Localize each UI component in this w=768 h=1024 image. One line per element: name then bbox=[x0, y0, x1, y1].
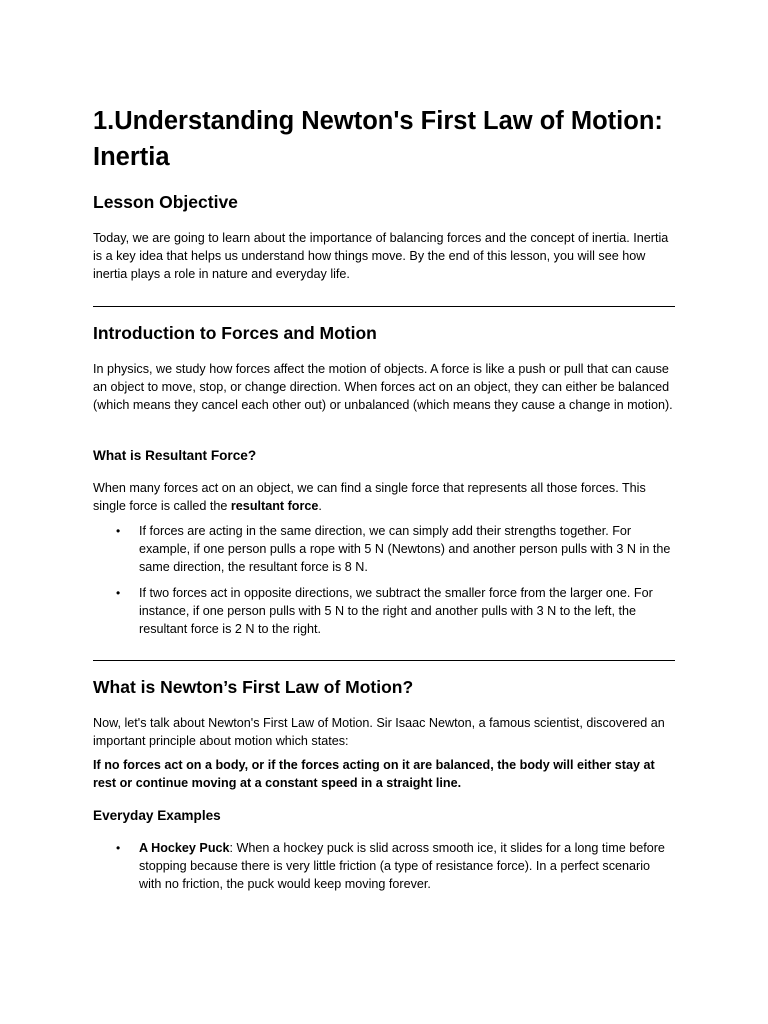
list-item-text: If two forces act in opposite directions, we subtract the smaller force from the larger one. For instance, if one person pulls with 5 N to the right and another pulls with 3 N to the left, the resultant force is 2 N to the right. bbox=[139, 586, 653, 636]
bullet-icon: • bbox=[116, 524, 121, 538]
resultant-paragraph bbox=[93, 480, 675, 516]
list-item bbox=[93, 840, 675, 893]
section-divider bbox=[93, 306, 675, 307]
resultant-period: . bbox=[318, 498, 322, 513]
examples-bullet-list bbox=[93, 840, 675, 902]
section-divider bbox=[93, 660, 675, 661]
first-law-intro-paragraph: Now, let's talk about Newton's First Law of Motion. Sir Isaac Newton, a famous scientist, discovered an important principle about motion which states: bbox=[93, 716, 665, 748]
resultant-term: resultant force bbox=[230, 498, 319, 513]
heading-resultant-force: What is Resultant Force? bbox=[93, 448, 257, 463]
list-item bbox=[93, 585, 675, 638]
heading-lesson-objective: Lesson Objective bbox=[93, 192, 238, 212]
list-item-text: If forces are acting in the same direction, we can simply add their strengths together. For example, if one person pulls a rope with 5 N (Newtons) and another person pulls with 3 N in the same direction, the resultant force is 8 N. bbox=[139, 524, 671, 574]
bullet-icon: • bbox=[116, 586, 121, 601]
document-title: 1.Understanding Newton's First Law of Motion: Inertia bbox=[93, 107, 663, 171]
heading-intro-forces: Introduction to Forces and Motion bbox=[93, 323, 377, 343]
example-text: : When a hockey puck is slid across smooth ice, it slides for a long time before stopping because there is very little friction (a type of resistance force). In a perfect scenario with no friction, the puck would keep moving forever. bbox=[139, 841, 665, 891]
example-label: A Hockey Puck bbox=[139, 841, 230, 855]
bullet-icon: • bbox=[116, 841, 121, 855]
first-law-statement: If no forces act on a body, or if the forces acting on it are balanced, the body will either stay at rest or continue moving at a constant speed in a straight line. bbox=[93, 758, 655, 790]
heading-first-law: What is Newton’s First Law of Motion? bbox=[93, 677, 414, 697]
resultant-text: When many forces act on an object, we can find a single force that represents all those forces. This single force is called the bbox=[93, 481, 646, 513]
intro-paragraph: In physics, we study how forces affect the motion of objects. A force is like a push or pull that can cause an object to move, stop, or change direction. When forces act on an object, they can either be balanced (which means they cancel each other out) or unbalanced (which means they cause a change in motion). bbox=[93, 362, 673, 412]
resultant-bullet-list bbox=[93, 523, 675, 648]
objective-paragraph: Today, we are going to learn about the importance of balancing forces and the concept of inertia. Inertia is a key idea that helps us understand how things move. By the end of this lesson, you will see how inertia plays a role in nature and everyday life. bbox=[93, 231, 669, 281]
heading-everyday-examples: Everyday Examples bbox=[93, 808, 221, 823]
list-item bbox=[93, 523, 675, 576]
